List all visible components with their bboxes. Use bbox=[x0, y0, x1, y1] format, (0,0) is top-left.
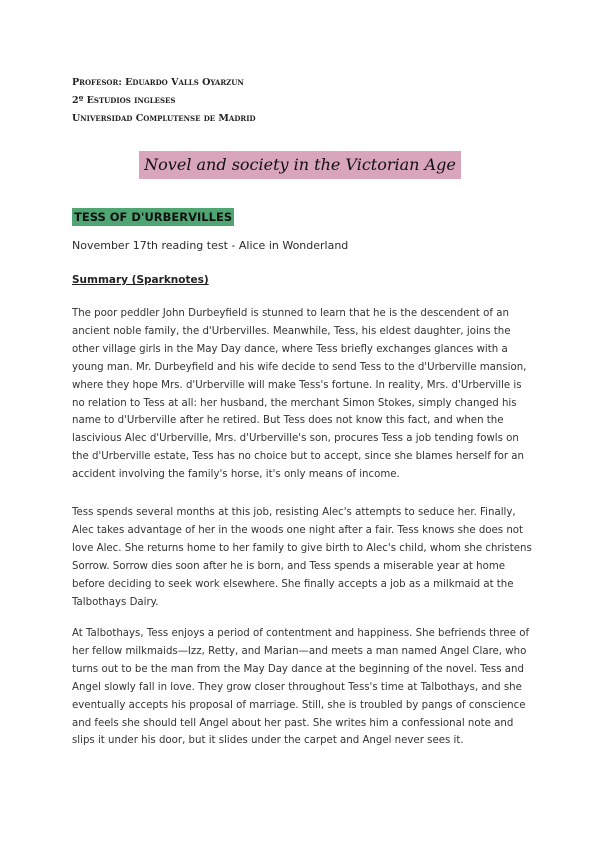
document-title: Novel and society in the Victorian Age bbox=[139, 151, 461, 179]
course-line: 2º Estudios ingleses bbox=[72, 95, 176, 106]
professor-line: Profesor: Eduardo Valls Oyarzun bbox=[72, 77, 244, 88]
summary-paragraph: At Talbothays, Tess enjoys a period of contentment and happiness. She befriends three of her fellow milkmaids—Izz, Retty, and Marian—and meets a man named Angel Clare, who turns out to be the man from the May Day dance at the beginning of the novel. Tess and Angel slowly fall in love. They grow closer throughout Tess's time at Talbothays, and she eventually accepts his proposal of marriage. Still, she is troubled by pangs of conscience and feels she should tell Angel about her past. She writes him a confessional note and slips it under his door, but it slides under the carpet and Angel never sees it. bbox=[72, 628, 530, 747]
summary-heading: Summary (Sparknotes) bbox=[72, 274, 209, 286]
summary-paragraph: The poor peddler John Durbeyfield is stunned to learn that he is the descendent of an ancient noble family, the d'Urbervilles. Meanwhile, Tess, his eldest daughter, joins the other village girls in the May Day dance, where Tess briefly exchanges glances with a young man. Mr. Durbeyfield and his wife decide to send Tess to the d'Urberville mansion, where they hope Mrs. d'Urberville will make Tess's fortune. In reality, Mrs. d'Urberville is no relation to Tess at all: her husband, the merchant Simon Stokes, simply changed his name to d'Urberville after he retired. But Tess does not know this fact, and when the lascivious Alec d'Urberville, Mrs. d'Urberville's son, procures Tess a job tending fowls on the d'Urberville estate, Tess has no choice but to accept, since she blames herself for an accident involving the family's horse, it's only means of income. bbox=[72, 308, 527, 481]
section-heading-container bbox=[72, 206, 234, 226]
title-container bbox=[0, 151, 600, 179]
university-line: Universidad Complutense de Madrid bbox=[72, 113, 256, 124]
document-header bbox=[72, 74, 256, 128]
summary-paragraph: Tess spends several months at this job, resisting Alec's attempts to seduce her. Finally, Alec takes advantage of her in the woods one night after a fair. Tess knows she does not love Alec. She returns home to her family to give birth to Alec's child, whom she christens Sorrow. Sorrow dies soon after he is born, and Tess spends a miserable year at home before deciding to seek work elsewhere. She finally accepts a job as a milkmaid at the Talbothays Dairy. bbox=[72, 507, 532, 608]
section-heading: TESS OF D'URBERVILLES bbox=[74, 210, 233, 224]
reading-test-line: November 17th reading test - Alice in Wonderland bbox=[72, 239, 349, 252]
